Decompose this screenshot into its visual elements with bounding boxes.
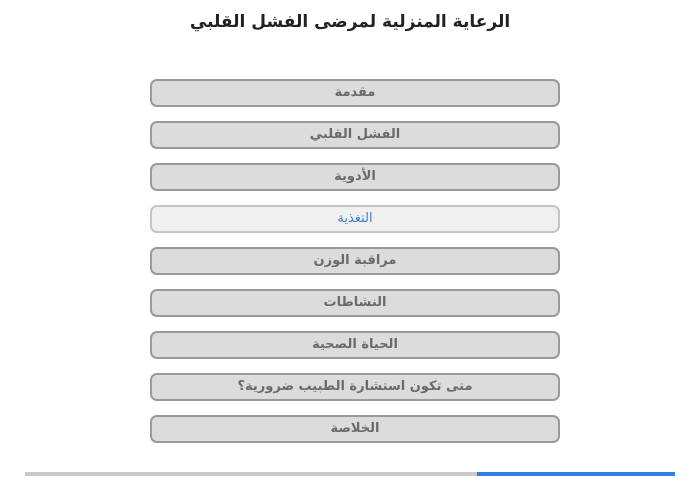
menu-item-healthy-living[interactable]: الحياة الصحية bbox=[150, 331, 560, 359]
menu-item-when-to-see-doctor[interactable]: متى تكون استشارة الطبيب ضرورية؟ bbox=[150, 373, 560, 401]
progress-bar bbox=[25, 472, 675, 476]
menu-item-activities[interactable]: النشاطات bbox=[150, 289, 560, 317]
menu-item-nutrition[interactable]: التغذية bbox=[150, 205, 560, 233]
menu-item-heart-failure[interactable]: الفشل القلبي bbox=[150, 121, 560, 149]
menu-item-medications[interactable]: الأدوية bbox=[150, 163, 560, 191]
menu-item-introduction[interactable]: مقدمة bbox=[150, 79, 560, 107]
menu-item-weight-monitoring[interactable]: مراقبة الوزن bbox=[150, 247, 560, 275]
progress-bar-fill bbox=[477, 472, 675, 476]
chapter-menu bbox=[150, 79, 560, 457]
page-title: الرعاية المنزلية لمرضى الفشل القلبي bbox=[189, 12, 511, 32]
menu-item-summary[interactable]: الخلاصة bbox=[150, 415, 560, 443]
